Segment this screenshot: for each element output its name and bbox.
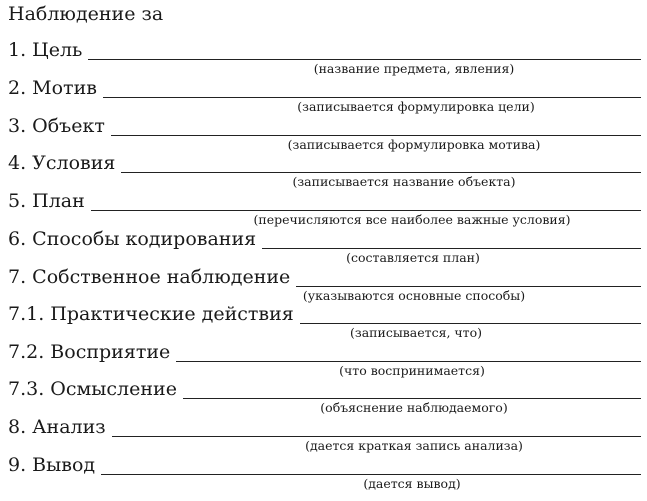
form-row-comprehension xyxy=(8,376,641,414)
row-label: 1. Цель xyxy=(8,39,83,61)
form-row-perception xyxy=(8,339,641,377)
row-hint: (перечисляются все наиболее важные условия) xyxy=(253,212,571,227)
row-hint: (объяснение наблюдаемого) xyxy=(320,400,508,415)
form-row-motive xyxy=(8,75,641,113)
form-row-object xyxy=(8,113,641,151)
row-label: 3. Объект xyxy=(8,115,105,137)
fill-in-line[interactable] xyxy=(91,190,641,211)
fill-in-line[interactable] xyxy=(300,303,641,324)
form-row-coding-methods xyxy=(8,226,641,264)
form-title: Наблюдение за xyxy=(8,3,164,25)
row-hint: (что воспринимается) xyxy=(339,363,485,378)
row-hint: (записывается, что) xyxy=(350,325,482,340)
row-hint: (название предмета, явления) xyxy=(313,61,515,76)
fill-in-line[interactable] xyxy=(88,39,641,60)
row-hint: (указываются основные способы) xyxy=(302,288,526,303)
form-row-own-observation xyxy=(8,264,641,302)
fill-in-line[interactable] xyxy=(101,454,641,475)
form-row-analysis xyxy=(8,414,641,452)
form-row-plan xyxy=(8,188,641,226)
row-label: 2. Мотив xyxy=(8,77,97,99)
form-row-conditions xyxy=(8,150,641,188)
row-hint: (записывается название объекта) xyxy=(292,174,516,189)
fill-in-line[interactable] xyxy=(103,77,641,98)
form-row-conclusion xyxy=(8,452,641,490)
row-hint: (записывается формулировка мотива) xyxy=(287,137,541,152)
fill-in-line[interactable] xyxy=(176,341,641,362)
form-row-goal xyxy=(8,37,641,75)
row-label: 7. Собственное наблюдение xyxy=(8,266,291,288)
row-label: 7.2. Восприятие xyxy=(8,341,171,363)
form-row-practical-actions xyxy=(8,301,641,339)
row-hint: (составляется план) xyxy=(346,250,480,265)
row-label: 8. Анализ xyxy=(8,416,106,438)
row-hint: (записывается формулировка цели) xyxy=(297,99,535,114)
row-label: 6. Способы кодирования xyxy=(8,228,257,250)
fill-in-line[interactable] xyxy=(112,416,641,437)
fill-in-line[interactable] xyxy=(111,115,641,136)
row-label: 7.3. Осмысление xyxy=(8,378,177,400)
fill-in-line[interactable] xyxy=(296,266,641,287)
fill-in-line[interactable] xyxy=(183,378,641,399)
row-hint: (дается краткая запись анализа) xyxy=(305,438,523,453)
fill-in-line[interactable] xyxy=(262,228,641,249)
row-hint: (дается вывод) xyxy=(363,476,461,491)
row-label: 7.1. Практические действия xyxy=(8,303,294,325)
row-label: 4. Условия xyxy=(8,152,116,174)
fill-in-line[interactable] xyxy=(121,152,641,173)
row-label: 9. Вывод xyxy=(8,454,96,476)
row-label: 5. План xyxy=(8,190,85,212)
